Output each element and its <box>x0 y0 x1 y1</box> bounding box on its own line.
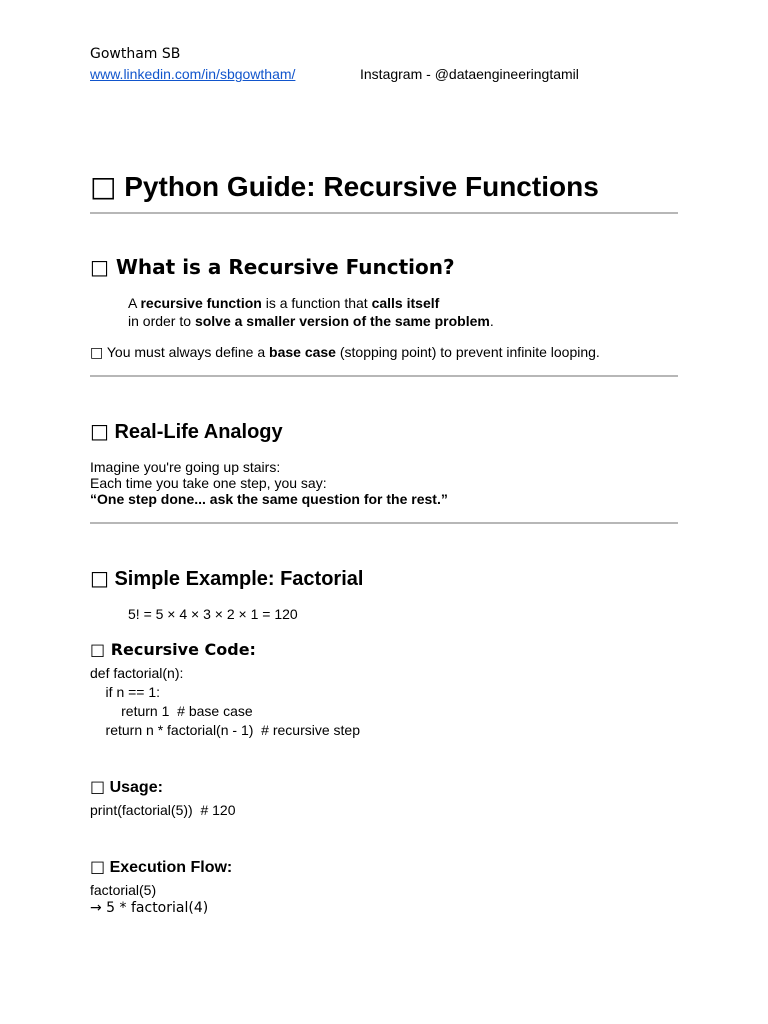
code-icon: □ <box>90 640 106 659</box>
bold-term: recursive function <box>140 295 262 311</box>
section-heading-text: Execution Flow: <box>109 859 233 876</box>
section-heading-analogy <box>90 419 283 444</box>
base-case-note <box>90 344 600 361</box>
section-heading-text: Simple Example: Factorial <box>114 568 364 590</box>
bold-term: base case <box>269 344 336 360</box>
linkedin-link[interactable]: www.linkedin.com/in/sbgowtham/ <box>90 66 296 82</box>
text-run: is a function that <box>261 295 372 311</box>
usage-icon: □ <box>90 777 106 796</box>
flow-line-1: factorial(5) <box>90 882 157 898</box>
page-title-text: Python Guide: Recursive Functions <box>124 171 599 202</box>
code-line: return n * factorial(n - 1) # recursive step <box>90 722 360 738</box>
flow-icon: □ <box>90 857 106 876</box>
warning-icon: □ <box>90 345 104 361</box>
author-name: Gowtham SB <box>90 46 181 62</box>
section-heading-usage <box>90 777 163 797</box>
definition-line-1 <box>128 295 439 311</box>
bold-term: solve a smaller version of the same problem <box>194 313 490 329</box>
question-icon: □ <box>90 255 109 279</box>
code-line: def factorial(n): <box>90 665 184 681</box>
brain-icon: □ <box>90 419 109 443</box>
section-heading-what <box>90 255 455 279</box>
text-run: (stopping point) to prevent infinite looping. <box>335 344 600 360</box>
page-title <box>90 170 599 203</box>
section-heading-text: What is a Recursive Function? <box>115 255 455 279</box>
title-icon: □ <box>90 170 117 203</box>
bold-term: calls itself <box>371 295 440 311</box>
divider <box>90 522 678 524</box>
flow-line-2: → 5 * factorial(4) <box>90 900 209 916</box>
code-line: if n == 1: <box>90 684 161 700</box>
text-run: in order to <box>128 313 195 329</box>
code-line: return 1 # base case <box>90 703 253 719</box>
definition-line-2 <box>128 313 494 329</box>
instagram-handle: Instagram - @dataengineeringtamil <box>360 66 579 82</box>
analogy-line-2: Each time you take one step, you say: <box>90 475 327 491</box>
divider <box>90 375 678 377</box>
section-heading-text: Recursive Code: <box>110 640 256 659</box>
divider <box>90 212 678 214</box>
analogy-line-1: Imagine you're going up stairs: <box>90 459 281 475</box>
section-heading-text: Usage: <box>109 779 163 796</box>
text-run: You must always define a <box>103 344 270 360</box>
section-heading-text: Real-Life Analogy <box>114 421 283 443</box>
analogy-quote: “One step done... ask the same question for the rest.” <box>90 491 448 507</box>
text-run: A <box>128 295 141 311</box>
section-heading-flow <box>90 857 232 877</box>
usage-code: print(factorial(5)) # 120 <box>90 802 236 818</box>
factorial-formula: 5! = 5 × 4 × 3 × 2 × 1 = 120 <box>128 606 298 622</box>
section-heading-example <box>90 566 363 591</box>
text-run: . <box>489 313 494 329</box>
example-icon: □ <box>90 566 109 590</box>
section-heading-code <box>90 640 256 659</box>
